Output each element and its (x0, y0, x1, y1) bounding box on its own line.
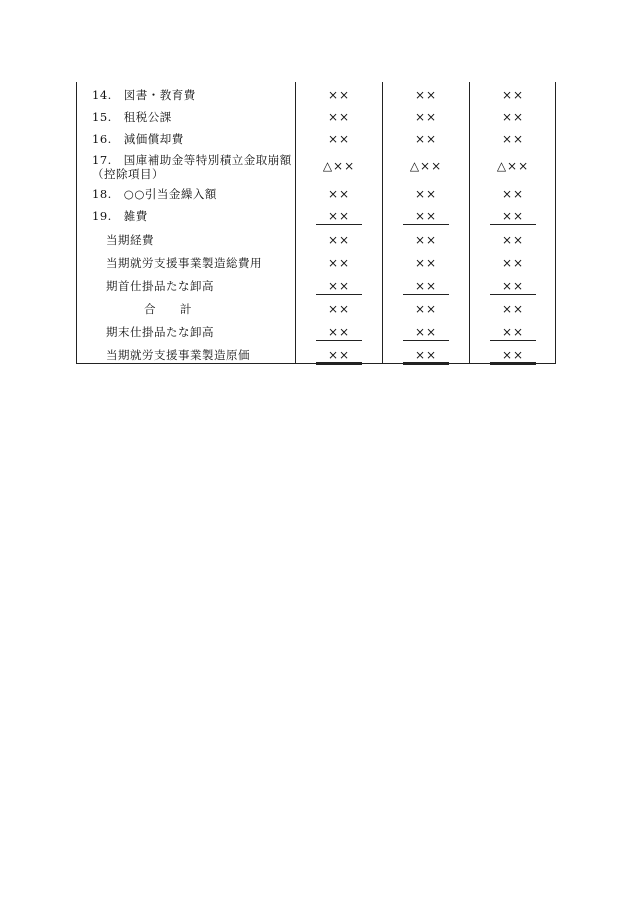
row-label-text: 当期経費 (106, 233, 154, 247)
value-cell-col2: △×× (409, 159, 443, 173)
row-label-text: 当期就労支援事業製造総費用 (106, 256, 262, 270)
row-label (92, 110, 172, 124)
value-cell-col2: ×× (403, 325, 449, 341)
value-cell-col2: ×× (414, 187, 438, 201)
row-label (92, 153, 292, 181)
row-label-subtext: （控除項目） (92, 167, 164, 181)
value-cell-col2: ×× (414, 132, 438, 146)
row-label (106, 233, 154, 247)
column-divider-3 (469, 82, 470, 364)
value-cell-col3: ×× (490, 279, 536, 295)
row-label (92, 209, 148, 223)
value-cell-col3: ×× (501, 132, 525, 146)
row-label-text: 当期就労支援事業製造原価 (106, 348, 250, 362)
row-label-text: 19. 雑費 (92, 209, 148, 223)
value-cell-col3: ×× (501, 233, 525, 247)
value-cell-col1: ×× (327, 302, 351, 316)
row-label (106, 348, 250, 362)
value-cell-col1: ×× (327, 256, 351, 270)
value-cell-col1: ×× (316, 325, 362, 341)
row-label-text: 合 計 (144, 302, 192, 316)
row-label-text: 16. 減価償却費 (92, 132, 184, 146)
row-label-text: 18. ○○引当金繰入額 (92, 187, 217, 201)
column-divider-1 (295, 82, 296, 364)
value-cell-col2: ×× (403, 279, 449, 295)
value-cell-col3: ×× (501, 302, 525, 316)
value-cell-col1: ×× (327, 110, 351, 124)
value-cell-col2: ×× (403, 348, 449, 365)
row-label (92, 187, 217, 201)
value-cell-col3: ×× (490, 209, 536, 225)
row-label (144, 302, 192, 316)
value-cell-col2: ×× (414, 110, 438, 124)
value-cell-col3: ×× (501, 256, 525, 270)
value-cell-col1: ×× (327, 88, 351, 102)
value-cell-col3: △×× (496, 159, 530, 173)
value-cell-col1: ×× (316, 348, 362, 365)
row-label (106, 256, 262, 270)
table-border-left (76, 82, 77, 364)
value-cell-col1: ×× (316, 209, 362, 225)
row-label (92, 88, 196, 102)
row-label-text: 期末仕掛品たな卸高 (106, 325, 214, 339)
value-cell-col2: ×× (414, 233, 438, 247)
value-cell-col1: ×× (327, 233, 351, 247)
value-cell-col3: ×× (501, 88, 525, 102)
value-cell-col3: ×× (490, 325, 536, 341)
value-cell-col2: ×× (414, 302, 438, 316)
row-label (106, 279, 214, 293)
row-label (106, 325, 214, 339)
value-cell-col1: △×× (322, 159, 356, 173)
value-cell-col3: ×× (501, 187, 525, 201)
value-cell-col1: ×× (327, 187, 351, 201)
value-cell-col1: ×× (316, 279, 362, 295)
row-label-text: 14. 図書・教育費 (92, 88, 196, 102)
value-cell-col2: ×× (414, 256, 438, 270)
row-label (92, 132, 184, 146)
column-divider-2 (382, 82, 383, 364)
value-cell-col3: ×× (501, 110, 525, 124)
value-cell-col2: ×× (403, 209, 449, 225)
row-label-text: 期首仕掛品たな卸高 (106, 279, 214, 293)
value-cell-col1: ×× (327, 132, 351, 146)
table-border-right (555, 82, 556, 364)
row-label-text: 17. 国庫補助金等特別積立金取崩額 (92, 153, 292, 167)
value-cell-col3: ×× (490, 348, 536, 365)
value-cell-col2: ×× (414, 88, 438, 102)
row-label-text: 15. 租税公課 (92, 110, 172, 124)
cost-statement-table (76, 82, 556, 364)
